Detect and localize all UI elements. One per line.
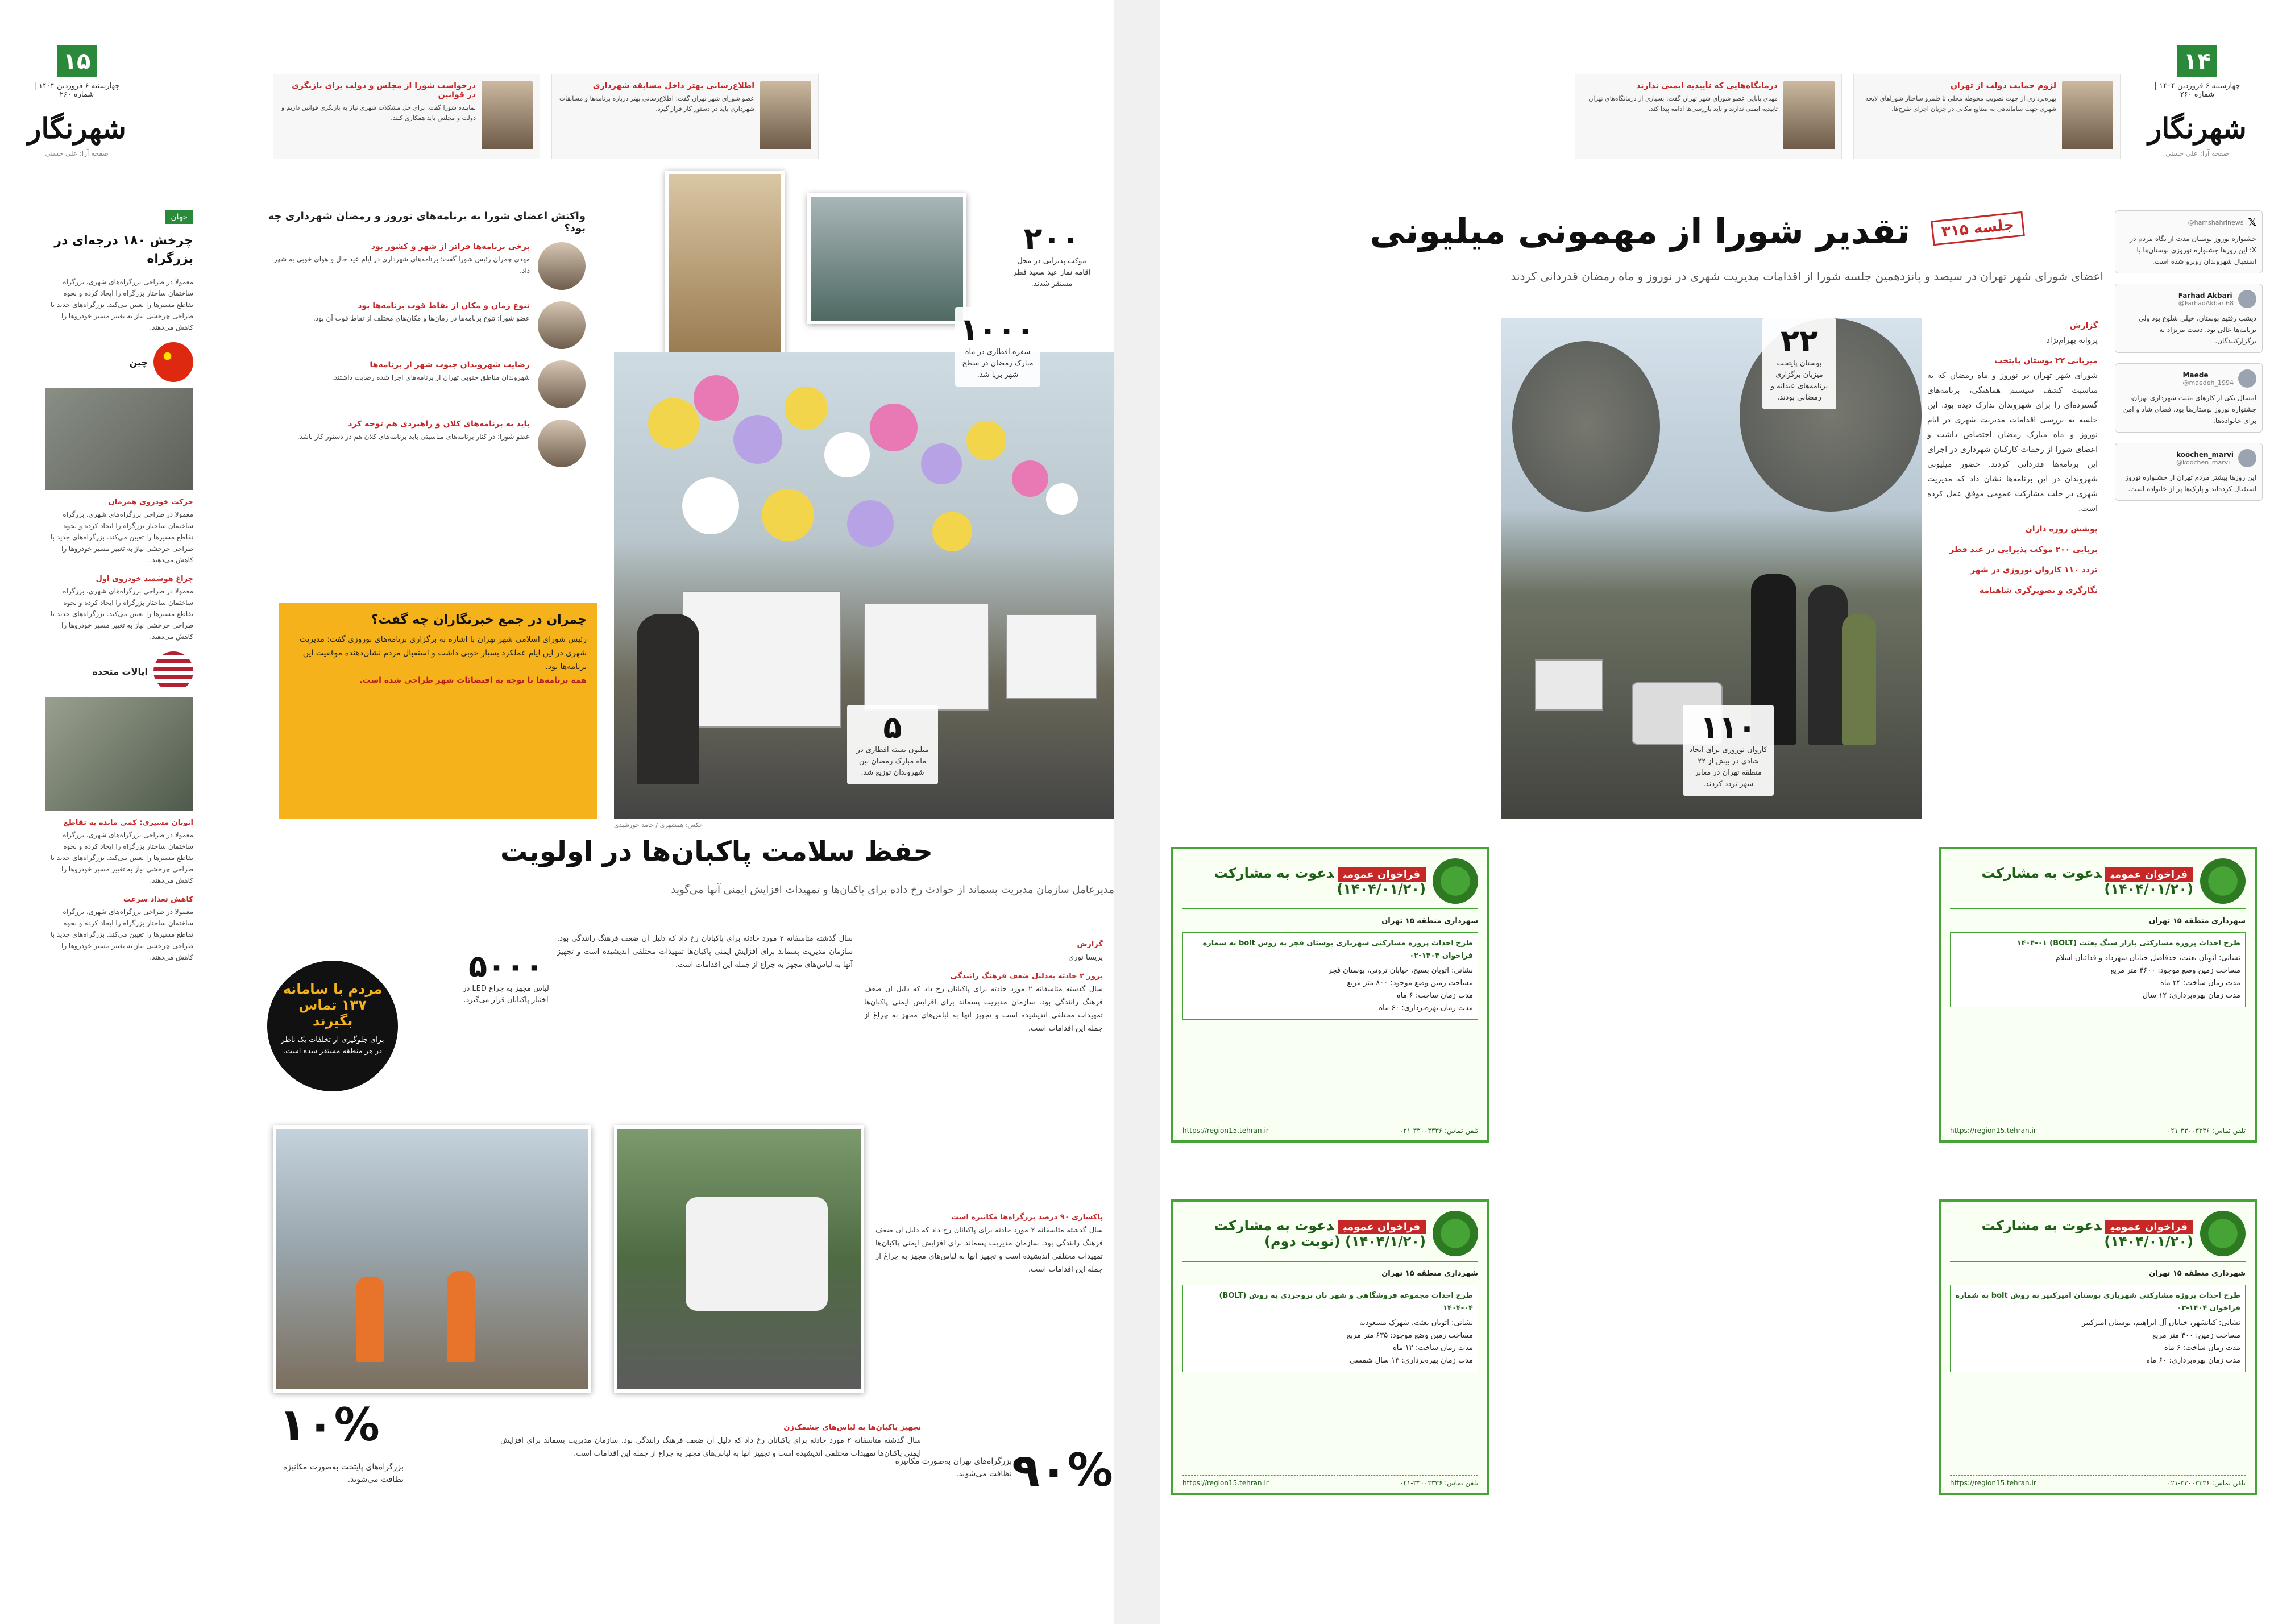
body-paragraph: سال گذشته متاسفانه ۲ مورد حادثه برای پاکبانان رخ داد که دلیل آن ضعف فرهنگ رانندگی بود. سازمان مدیریت پسماند برای افزایش ایمنی پاکبان‌ها تمهیدات مختلفی اندیشیده است و تجهیز آنها به لباس‌های مجهز به چراغ از جمله این اقدامات است.	[557, 934, 853, 969]
news-strip	[1575, 74, 2121, 159]
ad-issuer: شهرداری منطقه ۱۵ تهران	[1381, 917, 1478, 925]
reaction-title: برخی برنامه‌ها فراتر از شهر و کشور بود	[371, 242, 530, 251]
body-paragraph: سال گذشته متاسفانه ۲ مورد حادثه برای پاکبانان رخ داد که دلیل آن ضعف فرهنگ رانندگی بود. سازمان مدیریت پسماند برای افزایش ایمنی پاکبان‌ها تمهیدات مختلفی اندیشیده است و تجهیز آنها به لباس‌های مجهز به چراغ از جمله این اقدامات است.	[864, 985, 1103, 1033]
tweet-handle: @hamshahrinews	[2188, 219, 2244, 226]
side-paragraph: معمولا در طراحی بزرگراه‌های شهری، بزرگراه ساختمان ساختار بزرگراه را ایجاد کرده و نحوه تقاطع مسیرها را تعیین می‌کند. بزرگراه‌های جدید با طراحی چرخشی نیاز به تغییر مسیر خودروها را کاهش می‌دهند.	[50, 510, 193, 564]
subhead: بروز ۲ حادثه به‌دلیل ضعف فرهنگ رانندگی	[950, 972, 1103, 981]
side-paragraph: معمولا در طراحی بزرگراه‌های شهری، بزرگراه ساختمان ساختار بزرگراه را ایجاد کرده و نحوه تقاطع مسیرها را تعیین می‌کند. بزرگراه‌های جدید با طراحی چرخشی نیاز به تغییر مسیر خودروها را کاهش می‌دهند.	[50, 587, 193, 641]
side-subhead: حرکت خودروی همزمان	[108, 498, 193, 506]
portrait-photo	[482, 81, 533, 149]
body-paragraph: شورای شهر تهران در نوروز و ماه رمضان که به مناسبت کشف سیستم هماهنگی، برنامه‌های گسترده‌ای را برای شهروندان تدارک دیده بود. این جلسه به بررسی اقدامات مدیریت شهری در ایام نوروز و ماه مبارک رمضان اختصاص داشت و اعضای شورا از زحمات کارکنان شهرداری در اجرای این برنامه‌ها قدردانی کردند. حضور میلیونی شهروندان در این برنامه‌ها نشان داد که مدیریت شهری در جلب مشارکت عمومی موفق عمل کرده است.	[1927, 371, 2098, 513]
tweet-card[interactable]	[2115, 363, 2263, 433]
strip-text: نماینده شورا گفت: برای حل مشکلات شهری نیاز به بازنگری قوانین داریم و دولت و مجلس باید همکاری کنند.	[281, 104, 476, 122]
ad-title: دعوت به مشارکت (۱۴۰۴/۰۱/۲۰)	[1214, 865, 1426, 897]
tweet-name: Maede	[2182, 371, 2209, 379]
ad-phone: تلفن تماس: ۳۳۰۰۳۳۳۶-۰۲۱	[1399, 1479, 1478, 1487]
municipality-emblem-icon	[2200, 858, 2246, 904]
ad-issuer: شهرداری منطقه ۱۵ تهران	[1381, 1269, 1478, 1278]
page-designer: صفحه آرا: علی حسنی	[2165, 149, 2229, 157]
ad-project: طرح احداث پروژه مشارکتی بازار سنگ بعثت (BOLT) ۱۴۰۴-۰۱	[2016, 939, 2240, 948]
stat-desc: بوستان پایتخت میزبان برگزاری برنامه‌های عیدانه و رمضانی بودند.	[1770, 359, 1828, 402]
percent-desc: بزرگراه‌های تهران به‌صورت مکانیزه نظافت می‌شوند.	[895, 1457, 1012, 1478]
strip-item[interactable]	[1575, 74, 1842, 159]
subhead: تردد ۱۱۰ کاروان نوروزی در شهر	[1970, 566, 2098, 575]
stat-callout	[1006, 216, 1097, 296]
newspaper-logo: شهرنگار	[27, 111, 126, 145]
reaction-title: رضایت شهروندان جنوب شهر از برنامه‌ها	[370, 360, 530, 369]
reaction-item	[267, 242, 586, 290]
issue-date: چهارشنبه ۶ فروردین ۱۴۰۴ | شماره ۲۶۰	[34, 82, 120, 99]
subhead: پاکسازی ۹۰ درصد بزرگراه‌ها مکانیزه است	[951, 1213, 1103, 1222]
second-article-col	[875, 1205, 1103, 1370]
stat-desc: کاروان نوروزی برای ایجاد شادی در بیش از ۲۲ منطقه تهران در معابر شهر تردد کردند.	[1689, 746, 1767, 788]
strip-item[interactable]	[273, 74, 540, 159]
percent-stat: ۹۰%	[1012, 1444, 1113, 1497]
page-gutter	[1114, 0, 1160, 1624]
ad-tag: فراخوان عمومی	[2105, 1220, 2193, 1234]
ad-tag: فراخوان عمومی	[2105, 867, 2193, 882]
ad-tag: فراخوان عمومی	[1338, 1220, 1426, 1234]
reaction-text: شهروندان مناطق جنوبی تهران از برنامه‌های اجرا شده رضایت داشتند.	[331, 373, 530, 381]
portrait-photo	[538, 242, 586, 290]
reaction-text: عضو شورا: تنوع برنامه‌ها در زمان‌ها و مکان‌های مختلف از نقاط قوت آن بود.	[313, 314, 530, 322]
municipality-emblem-icon	[2200, 1211, 2246, 1256]
ad-phone: تلفن تماس: ۳۳۰۰۳۳۳۶-۰۲۱	[1399, 1127, 1478, 1135]
percent-desc: بزرگراه‌های پایتخت به‌صورت مکانیزه نظافت می‌شوند.	[283, 1463, 404, 1484]
ad-row: نشانی: اتوبان بعثت، شهرک مسعودیه	[1359, 1319, 1473, 1327]
ad-row: مساحت زمین وضع موجود: ۸۰۰ متر مربع	[1347, 979, 1473, 987]
reaction-item	[267, 420, 586, 467]
hotline-circle	[267, 961, 398, 1091]
box-highlight: همه برنامه‌ها با توجه به اقتضائات شهر طراحی شده است.	[359, 676, 587, 685]
ad-row: نشانی: کیانشهر، خیابان آل ابراهیم، بوستان امیرکبیر	[2082, 1319, 2240, 1327]
subhead: نگارگری و تصویرگری شاهنامه	[1979, 586, 2098, 595]
reaction-item	[267, 301, 586, 349]
tweet-handle: @maedeh_1994	[2182, 379, 2234, 387]
strip-title: لزوم حمایت دولت از تهران	[1950, 81, 2056, 90]
ad-row: مدت زمان بهره‌برداری: ۱۲ سال	[2142, 991, 2240, 1000]
ad-site[interactable]: https://region15.tehran.ir	[1950, 1479, 2036, 1487]
tweet-handle: @FarhadAkbari68	[2178, 299, 2234, 307]
x-logo-icon: 𝕏	[2248, 217, 2256, 229]
country-label: ایالات متحده	[92, 666, 148, 677]
hotline-text: برای جلوگیری از تخلفات یک ناظر در هر منطقه مستقر شده است.	[281, 1036, 384, 1056]
stat-number: ۱۰۰۰	[960, 311, 1035, 347]
strip-text: عضو شورای شهر تهران گفت: اطلاع‌رسانی بهتر درباره برنامه‌ها و مسابقات شهرداری باید در دستور کار قرار گیرد.	[559, 95, 754, 113]
stat-callout	[1683, 705, 1774, 796]
portrait-photo	[760, 81, 811, 149]
ad-site[interactable]: https://region15.tehran.ir	[1182, 1479, 1269, 1487]
side-title: چرخش ۱۸۰ درجه‌ای در بزرگراه	[54, 234, 193, 266]
side-subhead: اتوبان مسیری: کمی مانده به تقاطع	[63, 819, 193, 827]
page-number: ۱۴	[2177, 45, 2217, 77]
portrait-photo	[2062, 81, 2113, 149]
masthead-15	[23, 45, 131, 176]
second-article-body	[864, 932, 1103, 1205]
side-subhead: کاهش تعداد سرعت	[123, 895, 193, 904]
ad-row: نشانی: اتوبان بعثت، حدفاصل خیابان شهرداد و فدائیان اسلام	[2055, 954, 2240, 962]
masthead-14	[2143, 45, 2251, 176]
ad-tag: فراخوان عمومی	[1338, 867, 1426, 882]
session-badge: جلسه ۳۱۵	[1931, 211, 2025, 246]
council-reactions	[267, 210, 586, 479]
street-washer-photo	[614, 1125, 864, 1393]
tender-ad[interactable]	[1171, 1199, 1489, 1495]
reaction-title: باید به برنامه‌های کلان و راهبردی هم توجه کرد	[348, 420, 530, 429]
second-headline: حفظ سلامت پاکبان‌ها در اولویت	[500, 836, 933, 867]
interchange-photo	[45, 697, 193, 811]
issue-date: چهارشنبه ۶ فروردین ۱۴۰۴ | شماره ۲۶۰	[2154, 82, 2240, 99]
ad-title: دعوت به مشارکت (۱۴۰۴/۱/۲۰) (نوبت دوم)	[1214, 1218, 1426, 1249]
world-column	[45, 210, 193, 1603]
subhead: میزبانی ۲۲ بوستان پایتخت	[1994, 356, 2098, 365]
stat-number: ۲۰۰	[1023, 221, 1080, 256]
news-strip	[273, 74, 819, 159]
sweeper-photo	[273, 1125, 591, 1393]
stat-number: ۲۲	[1781, 323, 1818, 359]
tweet-handle: @koochen_marvi	[2176, 458, 2230, 466]
municipality-emblem-icon	[1433, 1211, 1478, 1256]
usa-flag-icon	[153, 651, 193, 691]
ad-project: طرح احداث مجموعه فروشگاهی و شهر نان بروجردی به روش (BOLT) ۱۴۰۴-۰۴	[1219, 1291, 1473, 1313]
ad-row: مدت زمان ساخت: ۶ ماه	[1396, 991, 1473, 1000]
avatar	[2238, 449, 2256, 467]
tweet-card[interactable]	[2115, 443, 2263, 501]
photo-credit: عکس: همشهری / حامد خورشیدی	[614, 821, 703, 829]
highway-photo	[45, 388, 193, 490]
tweet-text: جشنواره نوروز بوستان مدت از نگاه مردم در X؛ این روزها جشنواره نوروزی بوستان‌ها با استقبال شهروندان روبرو شده است.	[2130, 235, 2256, 265]
article-body	[1927, 313, 2098, 824]
country-label: چین	[129, 356, 148, 368]
subhead: پوشش روزه‌ داران	[2025, 525, 2098, 534]
ad-row: نشانی: اتوبان بسیج، خیابان ترونی، بوستان فجر	[1328, 966, 1473, 975]
stat-number: ۵۰۰۰	[468, 948, 543, 984]
ad-row: مساحت زمین وضع موجود: ۴۶۰۰ متر مربع	[2110, 966, 2240, 975]
main-headline: تقدیر شورا از مهمونی میلیونی	[1370, 210, 1910, 252]
strip-title: درمانگاه‌هایی که تأییدیه ایمنی ندارند	[1636, 81, 1778, 90]
reaction-text: مهدی چمران رئیس شورا گفت: برنامه‌های شهرداری در ایام عید حال و هوای خوبی به شهر داد.	[273, 255, 530, 275]
stat-desc: لباس مجهز به چراغ LED در اختیار پاکبانان قرار می‌گیرد.	[463, 985, 549, 1004]
stat-desc: میلیون بسته افطاری در ماه مبارک رمضان بین شهروندان توزیع شد.	[856, 746, 929, 777]
newspaper-logo: شهرنگار	[2148, 111, 2247, 145]
main-lead: اعضای شورای شهر تهران در سیصد و پانزدهمین جلسه شورا از اقدامات مدیریت شهری در نوروز و ماه رمضان قدردانی کردند	[1511, 269, 2103, 283]
ad-title: دعوت به مشارکت (۱۴۰۴/۰۱/۲۰)	[1981, 1218, 2193, 1249]
ad-title: دعوت به مشارکت (۱۴۰۴/۰۱/۲۰)	[1981, 865, 2193, 897]
ad-row: مساحت زمین: ۴۰۰ متر مربع	[2152, 1331, 2240, 1340]
tender-ad[interactable]	[1171, 847, 1489, 1143]
hotline-title: مردم با سامانه ۱۳۷ تماس بگیرند	[283, 981, 383, 1029]
strip-item[interactable]	[1853, 74, 2121, 159]
stat-number: ۵	[883, 709, 902, 745]
page-number: ۱۵	[57, 45, 97, 77]
strip-text: مهدی بابایی عضو شورای شهر تهران گفت: بسیاری از درمانگاه‌های تهران تاییدیه ایمنی ندارند و باید بازرسی‌ها ادامه پیدا کند.	[1588, 95, 1778, 113]
ad-project: طرح احداث پروژه مشارکتی شهربازی بوستان فجر به روش bolt به شماره فراخوان ۱۴۰۴-۰۲	[1202, 939, 1473, 960]
stat-callout	[847, 705, 938, 784]
strip-text: بهره‌برداری از جهت تصویب محوطه محلی تا قلمرو ساختار شوراهای لایحه شهری جهت ساماندهی به صنایع مکانی در جریان اجرای طرح‌ها.	[1865, 95, 2056, 113]
reactions-title: واکنش اعضای شورا به برنامه‌های نوروز و رمضان شهرداری چه بود؟	[268, 210, 586, 234]
subhead: تجهیز پاکبان‌ها به لباس‌های چشمک‌زن	[783, 1423, 921, 1432]
ad-project: طرح احداث پروژه مشارکتی شهربازی بوستان امیرکبیر به روش bolt به شماره فراخوان ۱۴۰۴-۰۳	[1955, 1291, 2240, 1313]
ad-row: مدت زمان ساخت: ۶ ماه	[2164, 1344, 2240, 1352]
tweet-card[interactable]	[2115, 210, 2263, 273]
percent-stat: ۱۰%	[279, 1398, 380, 1451]
strip-item[interactable]	[551, 74, 819, 159]
side-paragraph: معمولا در طراحی بزرگراه‌های شهری، بزرگراه ساختمان ساختار بزرگراه را ایجاد کرده و نحوه تقاطع مسیرها را تعیین می‌کند. بزرگراه‌های جدید با طراحی چرخشی نیاز به تغییر مسیر خودروها را کاهش می‌دهند.	[50, 831, 193, 884]
side-paragraph: معمولا در طراحی بزرگراه‌های شهری، بزرگراه ساختمان ساختار بزرگراه را ایجاد کرده و نحوه تقاطع مسیرها را تعیین می‌کند. بزرگراه‌های جدید با طراحی چرخشی نیاز به تغییر مسیر خودروها را کاهش می‌دهند.	[50, 278, 193, 331]
tender-ad[interactable]	[1939, 1199, 2257, 1495]
chamran-box	[279, 603, 597, 819]
avatar	[2238, 290, 2256, 308]
ad-issuer: شهرداری منطقه ۱۵ تهران	[2149, 917, 2246, 925]
tender-ad[interactable]	[1939, 847, 2257, 1143]
portrait-photo	[538, 420, 586, 467]
box-text: رئیس شورای اسلامی شهر تهران با اشاره به برگزاری برنامه‌های نوروزی گفت: مدیریت شهری در این ایام عملکرد بسیار خوبی داشت و استقبال مردم نشان‌دهنده موفقیت این برنامه‌ها بود.	[299, 635, 587, 671]
avatar	[2238, 369, 2256, 388]
ad-phone: تلفن تماس: ۳۳۰۰۳۳۳۶-۰۲۱	[2167, 1127, 2246, 1135]
page-designer: صفحه آرا: علی حسنی	[45, 149, 109, 157]
stat-callout	[955, 307, 1040, 387]
ad-row: مدت زمان ساخت: ۱۲ ماه	[1392, 1344, 1473, 1352]
second-article-col	[557, 932, 853, 1103]
byline-name: پروانه بهرام‌نژاد	[2046, 336, 2098, 345]
body-paragraph: سال گذشته متاسفانه ۲ مورد حادثه برای پاکبانان رخ داد که دلیل آن ضعف فرهنگ رانندگی بود. سازمان مدیریت پسماند برای افزایش ایمنی پاکبان‌ها تمهیدات مختلفی اندیشیده است و تجهیز آنها به لباس‌های مجهز به چراغ از جمله این اقدامات است.	[500, 1436, 921, 1458]
byline-name: پریسا نوری	[1068, 953, 1103, 962]
subhead: برپایی ۲۰۰ موکب پذیرایی در عید فطر	[1949, 545, 2098, 554]
second-lead: مدیرعامل سازمان مدیریت پسماند از حوادث رخ داده برای پاکبان‌ها و تمهیدات افزایش ایمنی آنها می‌گوید	[671, 884, 1114, 896]
china-flag-icon	[153, 342, 193, 382]
page-15	[0, 0, 1114, 1624]
stat-callout	[1762, 318, 1836, 409]
body-paragraph: سال گذشته متاسفانه ۲ مورد حادثه برای پاکبانان رخ داد که دلیل آن ضعف فرهنگ رانندگی بود. سازمان مدیریت پسماند برای افزایش ایمنی پاکبان‌ها تمهیدات مختلفی اندیشیده است و تجهیز آنها به لباس‌های مجهز به چراغ از جمله این اقدامات است.	[875, 1226, 1103, 1274]
stat-desc: موکب پذیرایی در محل اقامه نماز عید سعید فطر مستقر شدند.	[1012, 257, 1091, 288]
tweet-name: koochen_marvi	[2176, 450, 2234, 459]
municipality-emblem-icon	[1433, 858, 1478, 904]
ad-issuer: شهرداری منطقه ۱۵ تهران	[2149, 1269, 2246, 1278]
byline-tag: گزارش	[2069, 321, 2098, 330]
tweet-text: دیشب رفتیم بوستان، خیلی شلوغ بود ولی برنامه‌ها عالی بود. دست مریزاد به برگزارکنندگان.	[2138, 314, 2256, 345]
ad-site[interactable]: https://region15.tehran.ir	[1182, 1127, 1269, 1135]
box-title: چمران در جمع خبرنگاران چه گفت؟	[371, 613, 587, 627]
ad-phone: تلفن تماس: ۳۳۰۰۳۳۳۶-۰۲۱	[2167, 1479, 2246, 1487]
reaction-text: عضو شورا: در کنار برنامه‌های مناسبتی باید برنامه‌های کلان هم در دستور کار باشد.	[297, 433, 530, 441]
ad-site[interactable]: https://region15.tehran.ir	[1950, 1127, 2036, 1135]
byline-tag: گزارش	[1077, 940, 1103, 949]
tweet-text: این روزها بیشتر مردم تهران از جشنواره نوروز استقبال کرده‌اند و پارک‌ها پر از خانواده است.	[2125, 474, 2256, 493]
stat-desc: سفره افطاری در ماه مبارک رمضان در سطح شهر برپا شد.	[962, 348, 1034, 379]
ad-row: مدت زمان ساخت: ۲۴ ماه	[2160, 979, 2240, 987]
strip-title: درخواست شورا از مجلس و دولت برای بازنگری در قوانین	[292, 81, 476, 99]
ad-row: مدت زمان بهره‌برداری: ۶۰ ماه	[2146, 1356, 2240, 1365]
tweet-card[interactable]	[2115, 284, 2263, 353]
portrait-photo	[538, 301, 586, 349]
reaction-item	[267, 360, 586, 408]
portrait-photo	[1783, 81, 1835, 149]
ad-row: مدت زمان بهره‌برداری: ۱۳ سال شمسی	[1349, 1356, 1473, 1365]
stat-number: ۱۱۰	[1700, 709, 1757, 745]
section-label: جهان	[165, 210, 193, 224]
ad-row: مساحت زمین وضع موجود: ۶۳۵ متر مربع	[1347, 1331, 1473, 1340]
ad-row: مدت زمان بهره‌برداری: ۶۰ ماه	[1379, 1004, 1473, 1012]
tweet-name: Farhad Akbari	[2178, 291, 2232, 300]
side-paragraph: معمولا در طراحی بزرگراه‌های شهری، بزرگراه ساختمان ساختار بزرگراه را ایجاد کرده و نحوه تقاطع مسیرها را تعیین می‌کند. بزرگراه‌های جدید با طراحی چرخشی نیاز به تغییر مسیر خودروها را کاهش می‌دهند.	[50, 908, 193, 961]
reaction-title: تنوع زمان و مکان از نقاط قوت برنامه‌ها بود	[358, 301, 530, 310]
tweet-text: امسال یکی از کارهای مثبت شهرداری تهران، جشنواره نوروز بوستان‌ها بود. فضای شاد و امن برای خانواده‌ها.	[2123, 394, 2256, 425]
strip-title: اطلاع‌رسانی بهتر داخل مسابقه شهرداری	[592, 81, 754, 90]
side-subhead: چراغ هوشمند خودروی اول	[96, 575, 193, 583]
stat-callout	[455, 944, 557, 1012]
council-session-photo	[807, 193, 966, 324]
second-article-col	[500, 1415, 921, 1529]
portrait-photo	[538, 360, 586, 408]
